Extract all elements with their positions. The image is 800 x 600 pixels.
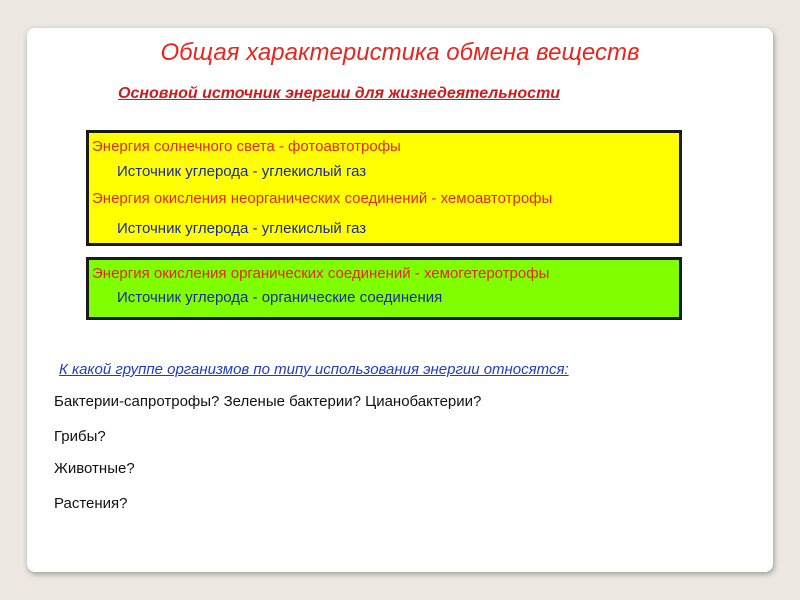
question-item-fungi: Грибы? (54, 428, 106, 445)
chemoheterotrophs-carbon-line: Источник углерода - органические соединения (117, 289, 443, 306)
question-text: К какой группе организмов по типу использования энергии относятся: (59, 361, 569, 378)
slide (27, 28, 773, 572)
chemoautotrophs-energy-line: Энергия окисления неорганических соединений - хемоавтотрофы (92, 190, 553, 207)
autotrophs-box (86, 130, 682, 246)
slide-subtitle: Основной источник энергии для жизнедеятельности (118, 85, 561, 102)
question-item-bacteria: Бактерии-сапротрофы? Зеленые бактерии? Цианобактерии? (54, 393, 482, 410)
chemoautotrophs-carbon-line: Источник углерода - углекислый газ (117, 220, 367, 237)
photoautotrophs-energy-line: Энергия солнечного света - фотоавтотрофы (92, 138, 401, 155)
heterotrophs-box (86, 257, 682, 320)
photoautotrophs-carbon-line: Источник углерода - углекислый газ (117, 163, 367, 180)
chemoheterotrophs-energy-line: Энергия окисления органических соединений - хемогетеротрофы (92, 265, 550, 282)
question-item-animals: Животные? (54, 460, 135, 477)
slide-title: Общая характеристика обмена веществ (160, 39, 640, 66)
question-item-plants: Растения? (54, 495, 128, 512)
